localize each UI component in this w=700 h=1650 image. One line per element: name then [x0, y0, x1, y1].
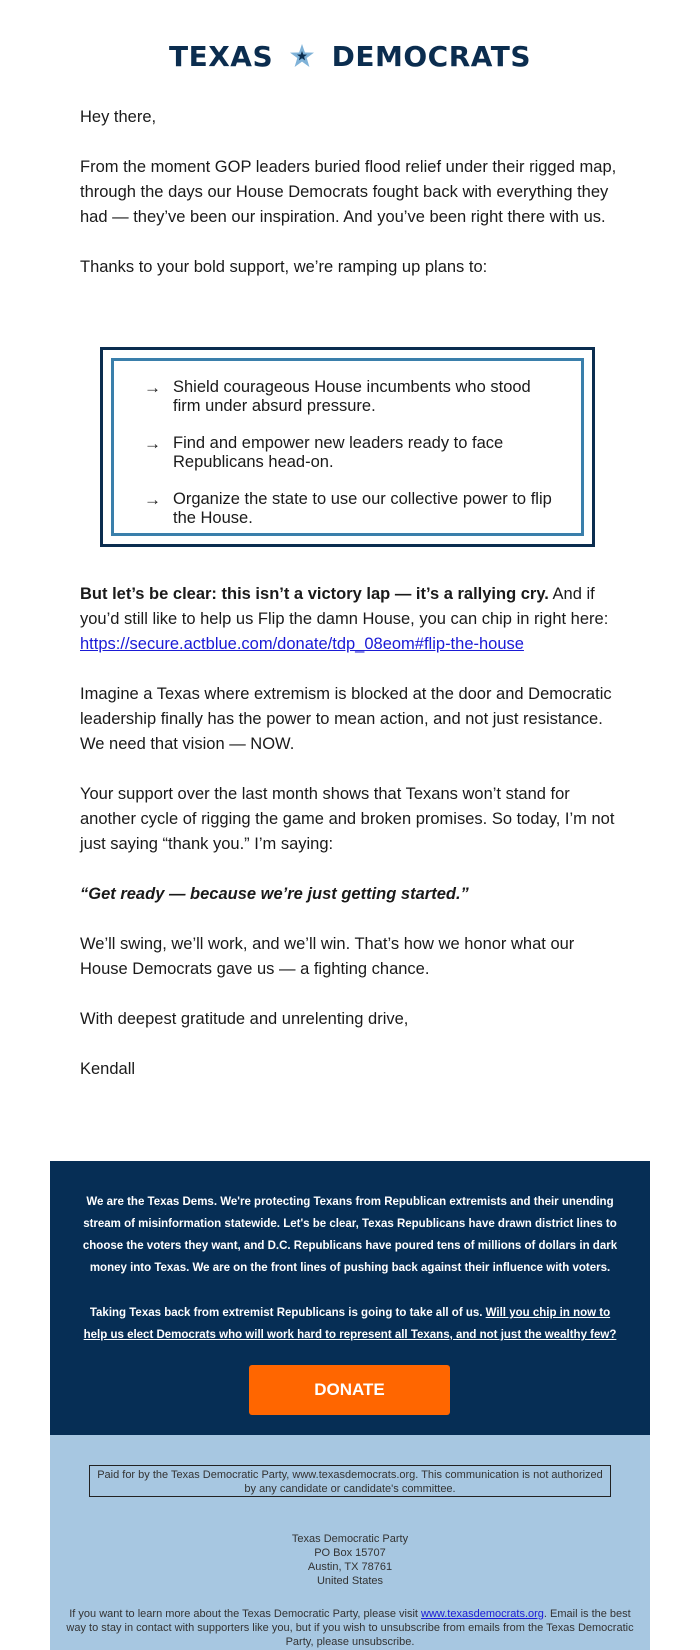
unsubscribe-text: [60, 1607, 640, 1649]
about-text: We are the Texas Dems. We're protecting Texans from Republican extremists and their unending stream of misinformation statewide. Let's be clear, Texas Republicans have drawn district lines to choose the voters they want, and D.C. Republicans have poured tens of millions of dollars in dark money into Texas. We are on the front lines of pushing back against their influence with voters.: [82, 1196, 618, 1274]
list-item: [144, 490, 561, 528]
texas-democrats-logo[interactable]: [0, 38, 700, 73]
texas-star-icon: [289, 43, 315, 69]
signature: Kendall: [80, 1060, 136, 1078]
unsub-part-2: . Email is the best way to stay in contact with supporters like you, but if you wish to unsubscribe from emails from the Texas Democratic Party, please unsubscribe.: [66, 1608, 634, 1648]
list-item-text: Shield courageous House incumbents who stood firm under absurd pressure.: [173, 378, 531, 415]
quote: [80, 882, 625, 907]
closing: With deepest gratitude and unrelenting drive,: [80, 1010, 409, 1028]
paragraph-4: Imagine a Texas where extremism is blocked at the door and Democratic leadership finally has the power to mean action, and not just resistance. We need that vision — NOW.: [80, 685, 612, 753]
logo-text-right: DEMOCRATS: [331, 39, 532, 73]
greeting: Hey there,: [80, 108, 157, 126]
website-link[interactable]: www.texasdemocrats.org: [421, 1608, 544, 1620]
arrow-right-icon: →: [144, 434, 161, 453]
unsub-part-1: If you want to learn more about the Texas Democratic Party, please visit: [69, 1608, 422, 1620]
mailing-address: [50, 1532, 650, 1588]
donate-link[interactable]: https://secure.actblue.com/donate/tdp_08eom#flip-the-house: [80, 635, 524, 653]
paid-for-disclaimer: Paid for by the Texas Democratic Party, www.texasdemocrats.org. This communication is not authorized by any candidate or candidate's committee.: [89, 1465, 611, 1497]
address-line: Texas Democratic Party: [291, 1533, 409, 1545]
list-item-text: Organize the state to use our collective power to flip the House.: [173, 490, 552, 527]
paragraph-2: Thanks to your bold support, we’re ramping up plans to:: [80, 258, 488, 276]
plans-box: [100, 347, 595, 547]
rallying-cry-bold: But let’s be clear: this isn’t a victory lap — it’s a rallying cry.: [80, 585, 549, 603]
footer-donate-section: [50, 1161, 650, 1435]
paragraph-1: From the moment GOP leaders buried flood relief under their rigged map, through the days our House Democrats fought back with everything they had — they’ve been our inspiration. And you’ve been right there with us.: [80, 158, 617, 226]
arrow-right-icon: →: [144, 490, 161, 509]
list-item: [144, 434, 561, 472]
ask-link[interactable]: Will you chip in now to help us elect Democrats who will work hard to represent all Texans, and not just the wealthy few?: [83, 1307, 617, 1341]
email-body-intro: [80, 105, 620, 305]
list-item: [144, 378, 561, 416]
paragraph-5: Your support over the last month shows that Texans won’t stand for another cycle of rigging the game and broken promises. So today, I’m not just saying “thank you.” I’m saying:: [80, 785, 615, 853]
plans-box-inner: [111, 358, 584, 536]
address-line: United States: [316, 1575, 384, 1587]
address-line: Austin, TX 78761: [307, 1561, 393, 1573]
ask-plain: Taking Texas back from extremist Republicans is going to take all of us.: [89, 1307, 486, 1319]
address-line: PO Box 15707: [314, 1547, 386, 1559]
quote-text: “Get ready — because we’re just getting started.”: [80, 885, 469, 903]
ask-text: [80, 1302, 620, 1346]
list-item-text: Find and empower new leaders ready to face Republicans head-on.: [173, 434, 504, 471]
email-body-main: [80, 582, 625, 1107]
paragraph-6: We’ll swing, we’ll work, and we’ll win. That’s how we honor what our House Democrats gave us — a fighting chance.: [80, 935, 575, 978]
footer-legal-section: [50, 1435, 650, 1650]
plans-list: [114, 361, 581, 528]
donate-button[interactable]: DONATE: [249, 1365, 450, 1415]
paragraph-3-rest: And if you’d still like to help us Flip the damn House, you can chip in right here:: [80, 585, 609, 628]
paragraph-3: [80, 582, 625, 657]
logo-text-left: TEXAS: [168, 39, 274, 73]
arrow-right-icon: →: [144, 378, 161, 397]
